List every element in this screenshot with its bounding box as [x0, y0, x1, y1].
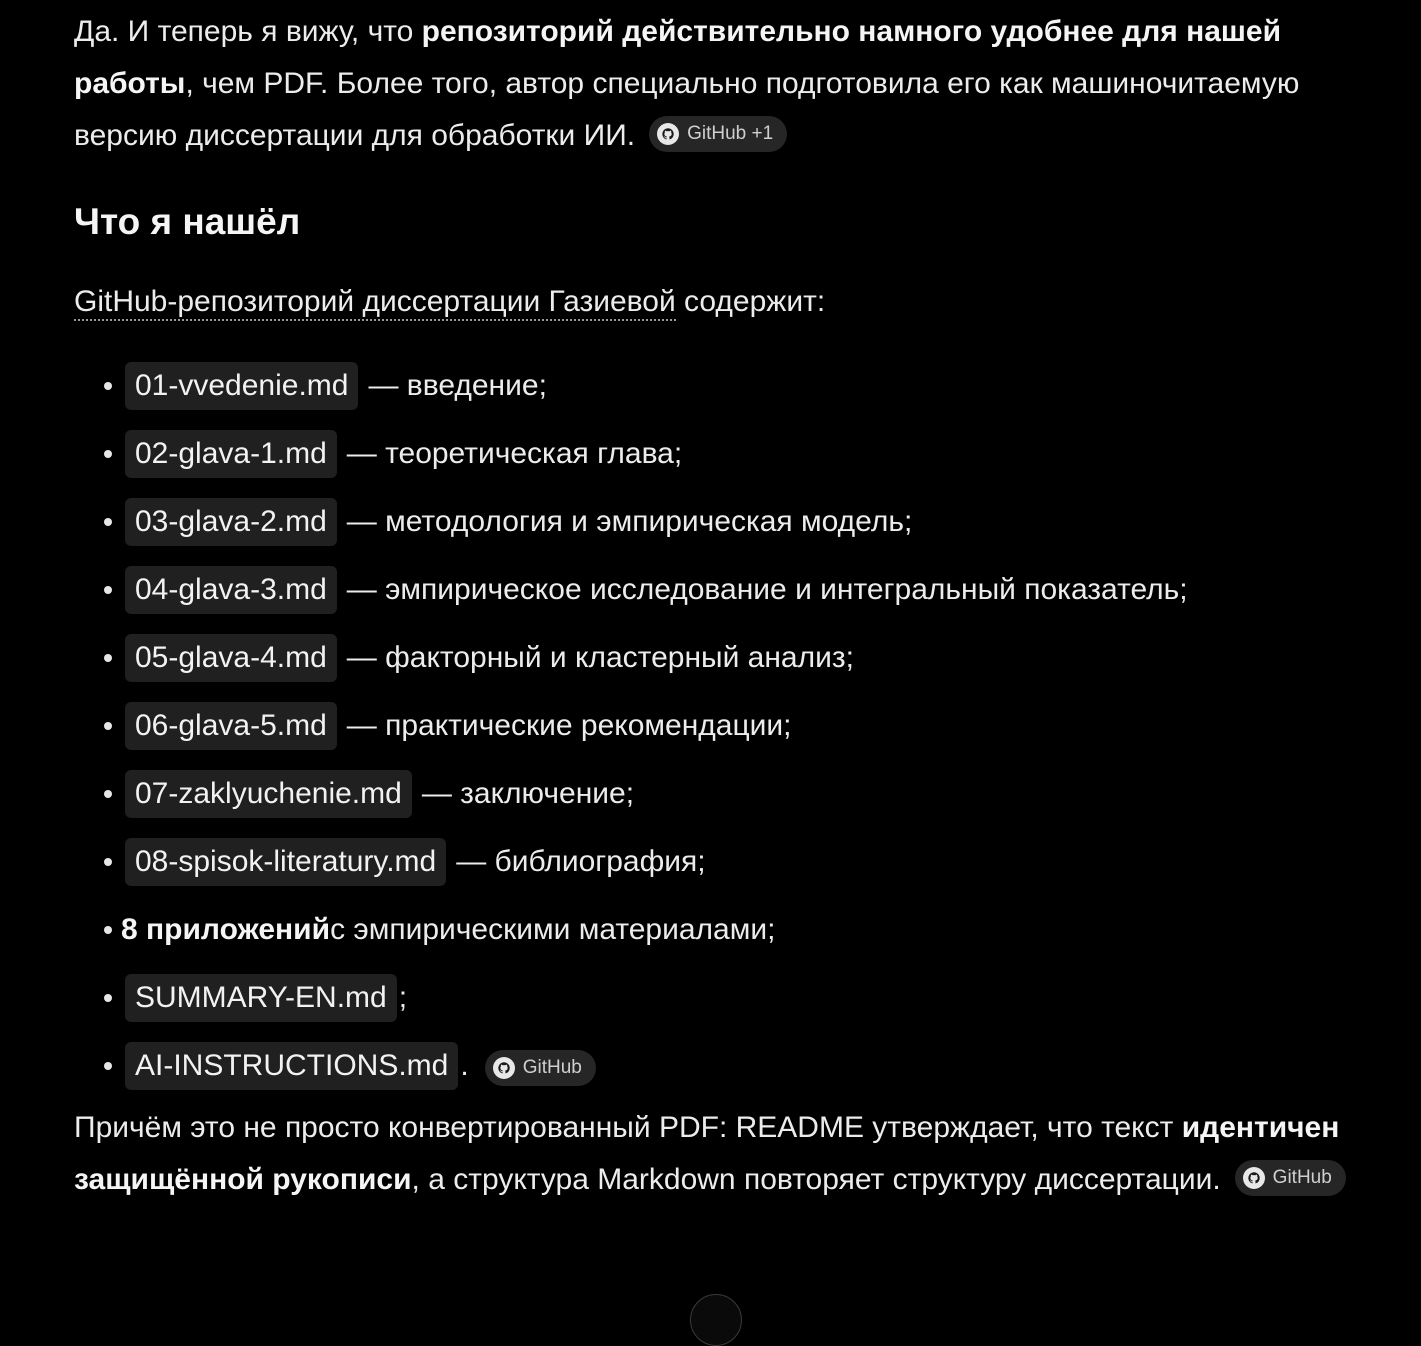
item-text: — теоретическая глава; — [346, 437, 683, 470]
inline-code: SUMMARY-EN.md — [125, 974, 397, 1022]
item-text: — факторный и кластерный анализ; — [346, 641, 854, 674]
section-heading: Что я нашёл — [74, 201, 301, 242]
bullet — [104, 926, 112, 934]
item-text: — эмпирическое исследование и интегральный показатель; — [346, 573, 1188, 606]
chat-message — [74, 6, 1374, 1196]
item-text: . — [460, 1049, 469, 1082]
scroll-down-button[interactable] — [690, 1294, 742, 1346]
source-badge-github[interactable] — [1235, 1160, 1346, 1196]
bullet — [104, 654, 112, 662]
item-text: — введение; — [368, 369, 547, 402]
bold-text: 8 приложений — [121, 913, 331, 946]
list-item — [104, 964, 1188, 1032]
badge-label: GitHub — [522, 1057, 582, 1078]
bullet — [104, 994, 112, 1002]
item-text: — практические рекомендации; — [346, 709, 792, 742]
inline-code: 05-glava-4.md — [125, 634, 337, 682]
github-icon — [657, 123, 679, 145]
list-item — [104, 352, 1188, 420]
item-text: с эмпирическими материалами; — [330, 913, 776, 946]
bullet — [104, 1062, 112, 1070]
inline-code: 07-zaklyuchenie.md — [125, 770, 412, 818]
list-item — [104, 896, 1188, 964]
item-text: — методология и эмпирическая модель; — [346, 505, 913, 538]
bold-text: репозиторий действительно намного удобнее для нашей работы — [74, 15, 1282, 100]
text: содержит: — [675, 285, 826, 318]
file-list — [104, 352, 1188, 1100]
inline-code: 08-spisok-literatury.md — [125, 838, 446, 886]
inline-code: 04-glava-3.md — [125, 566, 337, 614]
inline-code: 01-vvedenie.md — [125, 362, 358, 410]
source-badge-github[interactable] — [649, 116, 787, 152]
list-item — [104, 624, 1188, 692]
paragraph-intro — [74, 6, 1374, 162]
text: Да. И теперь я вижу, что — [74, 15, 422, 48]
bullet — [104, 382, 112, 390]
paragraph-conclusion — [74, 1102, 1374, 1206]
bullet — [104, 858, 112, 866]
list-item — [104, 1032, 1188, 1100]
item-text: ; — [398, 981, 408, 1014]
text: Причём это не просто конвертированный PDF: README утверждает, что текст — [74, 1111, 1182, 1144]
list-item — [104, 420, 1188, 488]
badge-label: GitHub — [1272, 1167, 1332, 1189]
bullet — [104, 790, 112, 798]
bold-text: идентичен защищённой рукописи — [74, 1111, 1340, 1196]
list-item — [104, 692, 1188, 760]
text: , чем PDF. Более того, автор специально подготовила его как машиночитаемую версию диссертации для обработки ИИ. — [74, 67, 1300, 152]
list-item — [104, 760, 1188, 828]
text: , а структура Markdown повторяет структуру диссертации. — [411, 1163, 1221, 1196]
inline-code: 03-glava-2.md — [125, 498, 337, 546]
bullet — [104, 450, 112, 458]
list-item — [104, 828, 1188, 896]
item-text: — библиография; — [456, 845, 706, 878]
inline-code: 02-glava-1.md — [125, 430, 337, 478]
github-icon — [493, 1057, 515, 1079]
bullet — [104, 722, 112, 730]
bullet — [104, 518, 112, 526]
bullet — [104, 586, 112, 594]
badge-label: GitHub +1 — [687, 123, 774, 145]
repo-link[interactable]: GitHub-репозиторий диссертации Газиевой — [74, 285, 676, 321]
github-icon — [1243, 1167, 1265, 1189]
inline-code: AI-INSTRUCTIONS.md — [125, 1042, 458, 1090]
list-item — [104, 488, 1188, 556]
list-item — [104, 556, 1188, 624]
item-text: — заключение; — [421, 777, 635, 810]
source-badge-github[interactable] — [485, 1050, 596, 1086]
inline-code: 06-glava-5.md — [125, 702, 337, 750]
paragraph-repo-intro — [74, 276, 825, 328]
